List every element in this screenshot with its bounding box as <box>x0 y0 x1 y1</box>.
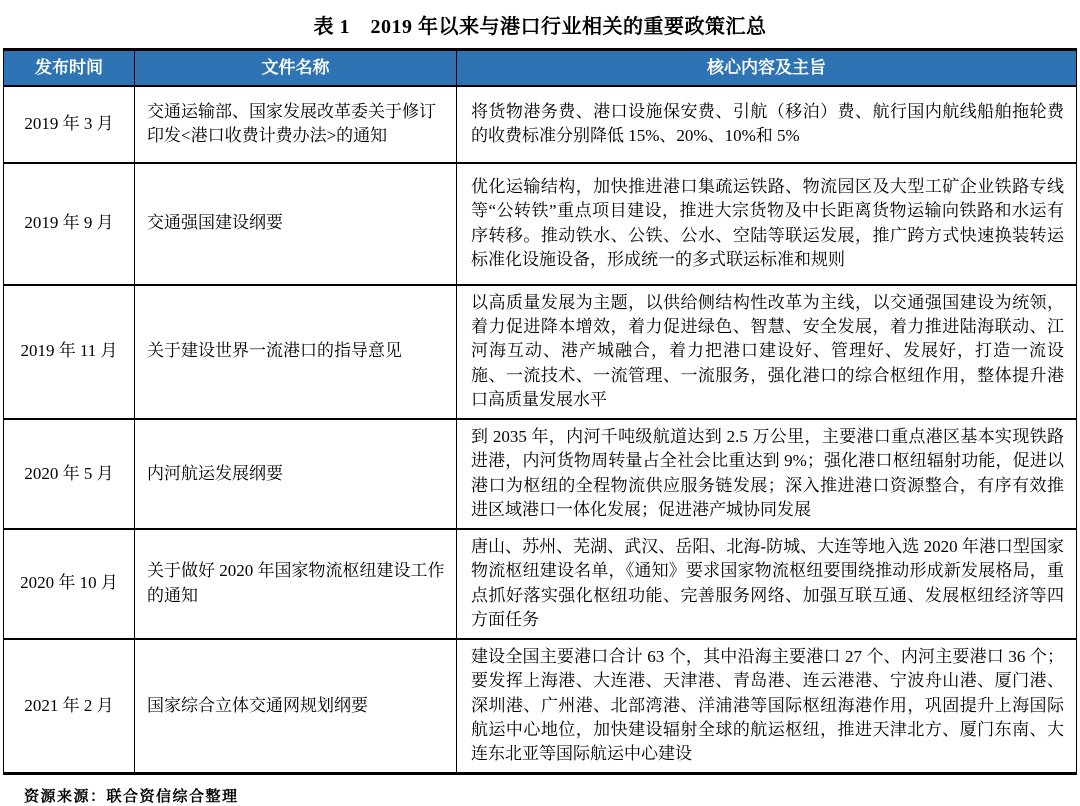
cell-date: 2019 年 9 月 <box>4 163 135 285</box>
cell-document-name: 交通强国建设纲要 <box>135 163 457 285</box>
cell-core-content: 唐山、苏州、芜湖、武汉、岳阳、北海-防城、大连等地入选 2020 年港口型国家物流枢纽建设名单，《通知》要求国家物流枢纽要围绕推动形成新发展格局，重点抓好落实强化枢纽功能、完善服务网络、加强互联互通、发展枢纽经济等四方面任务 <box>457 529 1077 639</box>
cell-document-name: 内河航运发展纲要 <box>135 419 457 529</box>
cell-date: 2019 年 3 月 <box>4 86 135 163</box>
cell-core-content: 到 2035 年，内河千吨级航道达到 2.5 万公里，主要港口重点港区基本实现铁路进港，内河货物周转量占全社会比重达到 9%；强化港口枢纽辐射功能，促进以港口为枢纽的全程物流供应服务链发展；深入推进港口资源整合，有序有效推进区域港口一体化发展；促进港产城协同发展 <box>457 419 1077 529</box>
cell-date: 2020 年 10 月 <box>4 529 135 639</box>
table-row <box>4 419 1077 529</box>
table-row <box>4 285 1077 419</box>
table-row <box>4 86 1077 163</box>
cell-date: 2021 年 2 月 <box>4 639 135 774</box>
table-row <box>4 163 1077 285</box>
cell-document-name: 关于做好 2020 年国家物流枢纽建设工作的通知 <box>135 529 457 639</box>
table-row <box>4 529 1077 639</box>
cell-core-content: 优化运输结构，加快推进港口集疏运铁路、物流园区及大型工矿企业铁路专线等“公转铁”重点项目建设，推进大宗货物及中长距离货物运输向铁路和水运有序转移。推动铁水、公铁、公水、空陆等联运发展，推广跨方式快速换装转运标准化设施设备，形成统一的多式联运标准和规则 <box>457 163 1077 285</box>
cell-document-name: 关于建设世界一流港口的指导意见 <box>135 285 457 419</box>
cell-document-name: 交通运输部、国家发展改革委关于修订印发<港口收费计费办法>的通知 <box>135 86 457 163</box>
cell-core-content: 将货物港务费、港口设施保安费、引航（移泊）费、航行国内航线船舶拖轮费的收费标准分别降低 15%、20%、10%和 5% <box>457 86 1077 163</box>
header-document-name: 文件名称 <box>135 50 457 86</box>
cell-date: 2020 年 5 月 <box>4 419 135 529</box>
header-core-content: 核心内容及主旨 <box>457 50 1077 86</box>
cell-core-content: 以高质量发展为主题，以供给侧结构性改革为主线，以交通强国建设为统领，着力促进降本增效，着力促进绿色、智慧、安全发展，着力推进陆海联动、江河海互动、港产城融合，着力把港口建设好、管理好、发展好，打造一流设施、一流技术、一流管理、一流服务，强化港口的综合枢纽作用，整体提升港口高质量发展水平 <box>457 285 1077 419</box>
cell-document-name: 国家综合立体交通网规划纲要 <box>135 639 457 774</box>
policy-table <box>3 48 1077 775</box>
source-note: 资源来源：联合资信综合整理 <box>24 788 239 805</box>
header-publish-date: 发布时间 <box>4 50 135 86</box>
table-header-row <box>4 50 1077 86</box>
table-title: 表 1 2019 年以来与港口行业相关的重要政策汇总 <box>313 16 767 38</box>
cell-core-content: 建设全国主要港口合计 63 个，其中沿海主要港口 27 个、内河主要港口 36 个；要发挥上海港、大连港、天津港、青岛港、连云港港、宁波舟山港、厦门港、深圳港、广州港、北部湾港、洋浦港等国际枢纽海港作用，巩固提升上海国际航运中心地位，加快建设辐射全球的航运枢纽，推进天津北方、厦门东南、大连东北亚等国际航运中心建设 <box>457 639 1077 774</box>
table-row <box>4 639 1077 774</box>
cell-date: 2019 年 11 月 <box>4 285 135 419</box>
